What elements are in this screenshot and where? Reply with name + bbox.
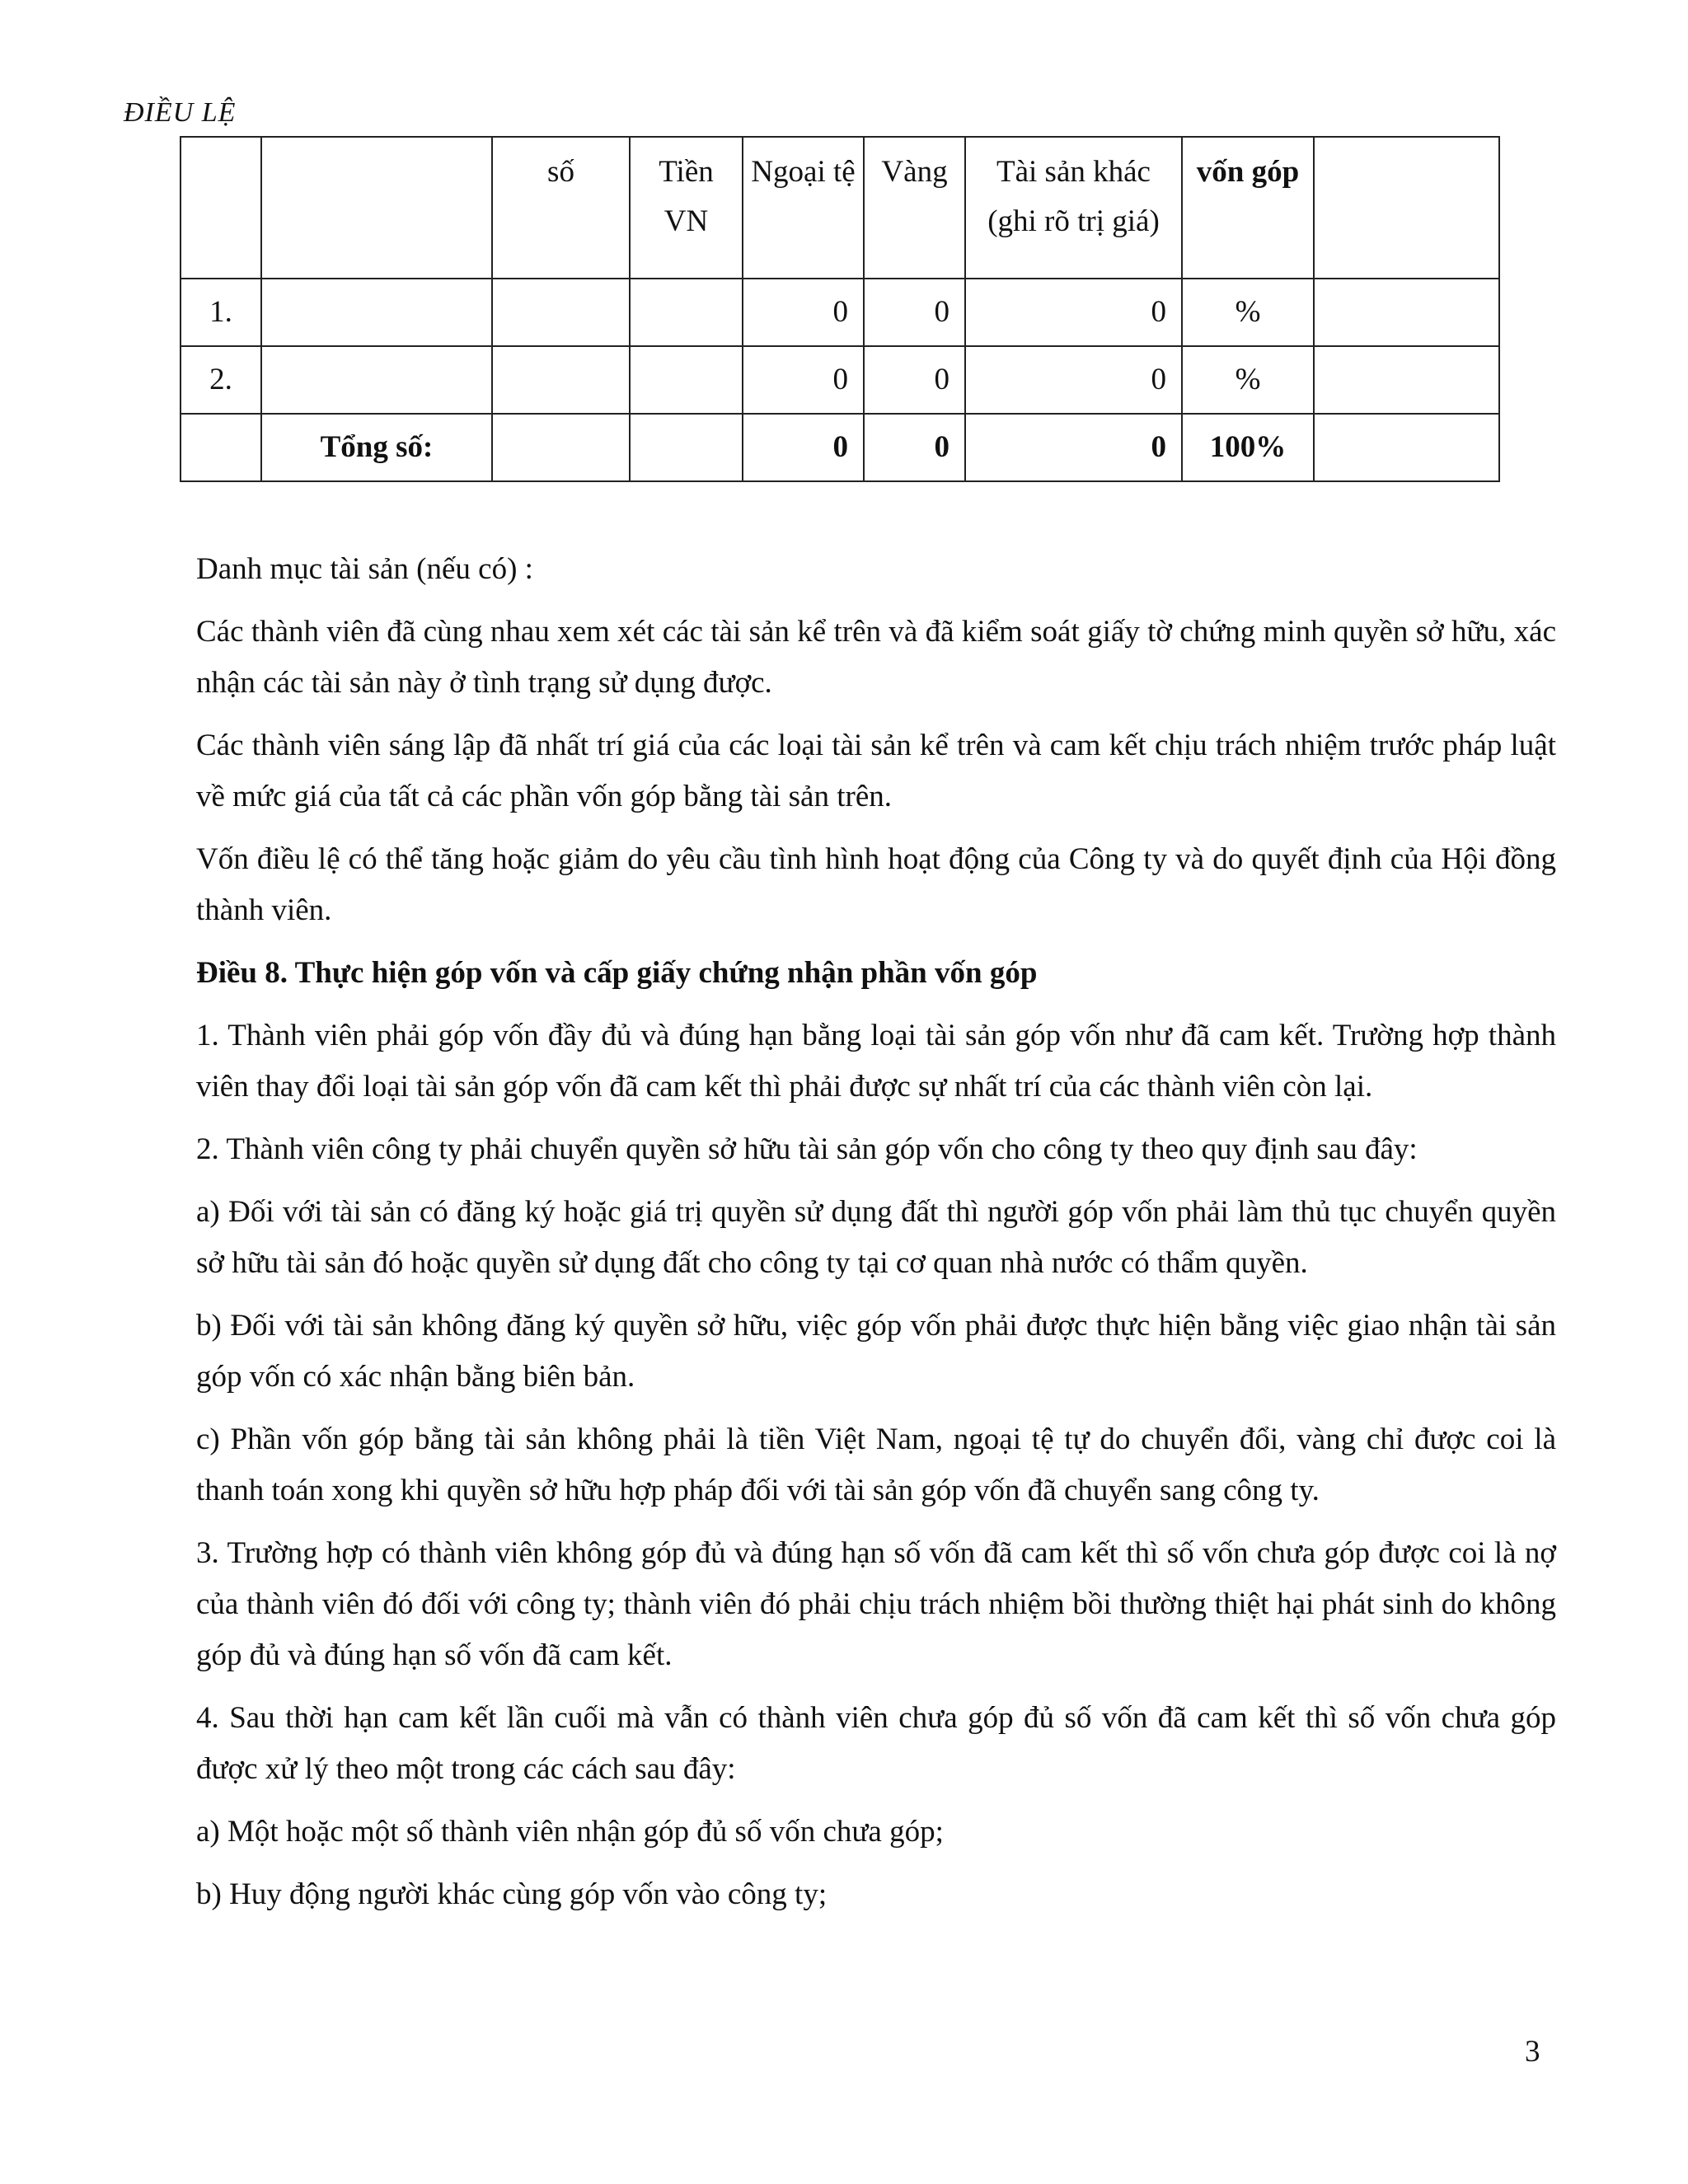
table-cell [630,414,743,481]
table-row [181,279,1499,346]
paragraph: b) Đối với tài sản không đăng ký quyền sở hữu, việc góp vốn phải được thực hiện bằng việc giao nhận tài sản góp vốn có xác nhận bằng biên bản. [196,1309,1556,1394]
table-cell [630,279,743,346]
paragraph: Danh mục tài sản (nếu có) : [196,552,533,586]
table-cell [492,414,630,481]
page-number: 3 [1525,2035,1540,2069]
table-cell: 100% [1182,414,1314,481]
paragraph: 4. Sau thời hạn cam kết lần cuối mà vẫn có thành viên chưa góp đủ số vốn đã cam kết thì số vốn chưa góp được xử lý theo một trong các cách sau đây: [196,1701,1556,1786]
header-cell [1314,137,1499,279]
table-cell: 0 [965,414,1182,481]
table-cell: 2. [181,346,261,414]
paragraph: c) Phần vốn góp bằng tài sản không phải là tiền Việt Nam, ngoại tệ tự do chuyển đổi, vàng chỉ được coi là thanh toán xong khi quyền sở hữu hợp pháp đối với tài sản góp vốn đã chuyển sang công ty. [196,1422,1556,1507]
paragraph: a) Đối với tài sản có đăng ký hoặc giá trị quyền sử dụng đất thì người góp vốn phải làm thủ tục chuyển quyền sở hữu tài sản đó hoặc quyền sử dụng đất cho công ty tại cơ quan nhà nước có thẩm quyền. [196,1195,1556,1280]
table-header-row [181,137,1499,279]
table-row [181,346,1499,414]
header-cell: số [492,137,630,279]
table-cell: 0 [743,414,864,481]
table-cell [1314,346,1499,414]
table-cell: 0 [965,279,1182,346]
table-cell: 0 [965,346,1182,414]
table-cell: % [1182,346,1314,414]
table-cell [492,346,630,414]
table-cell: 0 [864,279,965,346]
paragraph: Vốn điều lệ có thể tăng hoặc giảm do yêu cầu tình hình hoạt động của Công ty và do quyết định của Hội đồng thành viên. [196,842,1556,927]
paragraph: 2. Thành viên công ty phải chuyển quyền sở hữu tài sản góp vốn cho công ty theo quy định sau đây: [196,1132,1418,1166]
table-cell: 1. [181,279,261,346]
paragraph: Các thành viên đã cùng nhau xem xét các tài sản kể trên và đã kiểm soát giấy tờ chứng minh quyền sở hữu, xác nhận các tài sản này ở tình trạng sử dụng được. [196,615,1556,700]
table-cell [492,279,630,346]
total-label: Tổng số: [261,414,492,481]
table-cell: 0 [864,414,965,481]
article-heading: Điều 8. Thực hiện góp vốn và cấp giấy chứng nhận phần vốn góp [196,956,1038,990]
table-cell [261,279,492,346]
paragraph: Các thành viên sáng lập đã nhất trí giá của các loại tài sản kể trên và cam kết chịu trách nhiệm trước pháp luật về mức giá của tất cả các phần vốn góp bằng tài sản trên. [196,729,1556,813]
table-total-row [181,414,1499,481]
header-cell: Tiền VN [630,137,743,279]
header-cell: vốn góp [1182,137,1314,279]
table-cell: 0 [743,346,864,414]
header-cell [181,137,261,279]
table-cell [630,346,743,414]
paragraph: b) Huy động người khác cùng góp vốn vào công ty; [196,1877,828,1911]
table-cell [1314,414,1499,481]
document-header: ĐIỀU LỆ [124,97,237,128]
table-cell: 0 [864,346,965,414]
paragraph: 3. Trường hợp có thành viên không góp đủ và đúng hạn số vốn đã cam kết thì số vốn chưa góp được coi là nợ của thành viên đó đối với công ty; thành viên đó phải chịu trách nhiệm bồi thường thiệt hại phát sinh do không góp đủ và đúng hạn số vốn đã cam kết. [196,1536,1556,1672]
table-cell: % [1182,279,1314,346]
header-cell: Tài sản khác (ghi rõ trị giá) [965,137,1182,279]
paragraph: 1. Thành viên phải góp vốn đầy đủ và đúng hạn bằng loại tài sản góp vốn như đã cam kết. Trường hợp thành viên thay đổi loại tài sản góp vốn đã cam kết thì phải được sự nhất trí của các thành viên còn lại. [196,1019,1556,1104]
capital-contribution-table [180,136,1500,482]
header-cell: Ngoại tệ [743,137,864,279]
table-cell [261,346,492,414]
table-cell [1314,279,1499,346]
header-cell: Vàng [864,137,965,279]
paragraph: a) Một hoặc một số thành viên nhận góp đủ số vốn chưa góp; [196,1815,944,1849]
table-cell: 0 [743,279,864,346]
header-cell [261,137,492,279]
table-cell [181,414,261,481]
document-body [196,544,1556,1932]
